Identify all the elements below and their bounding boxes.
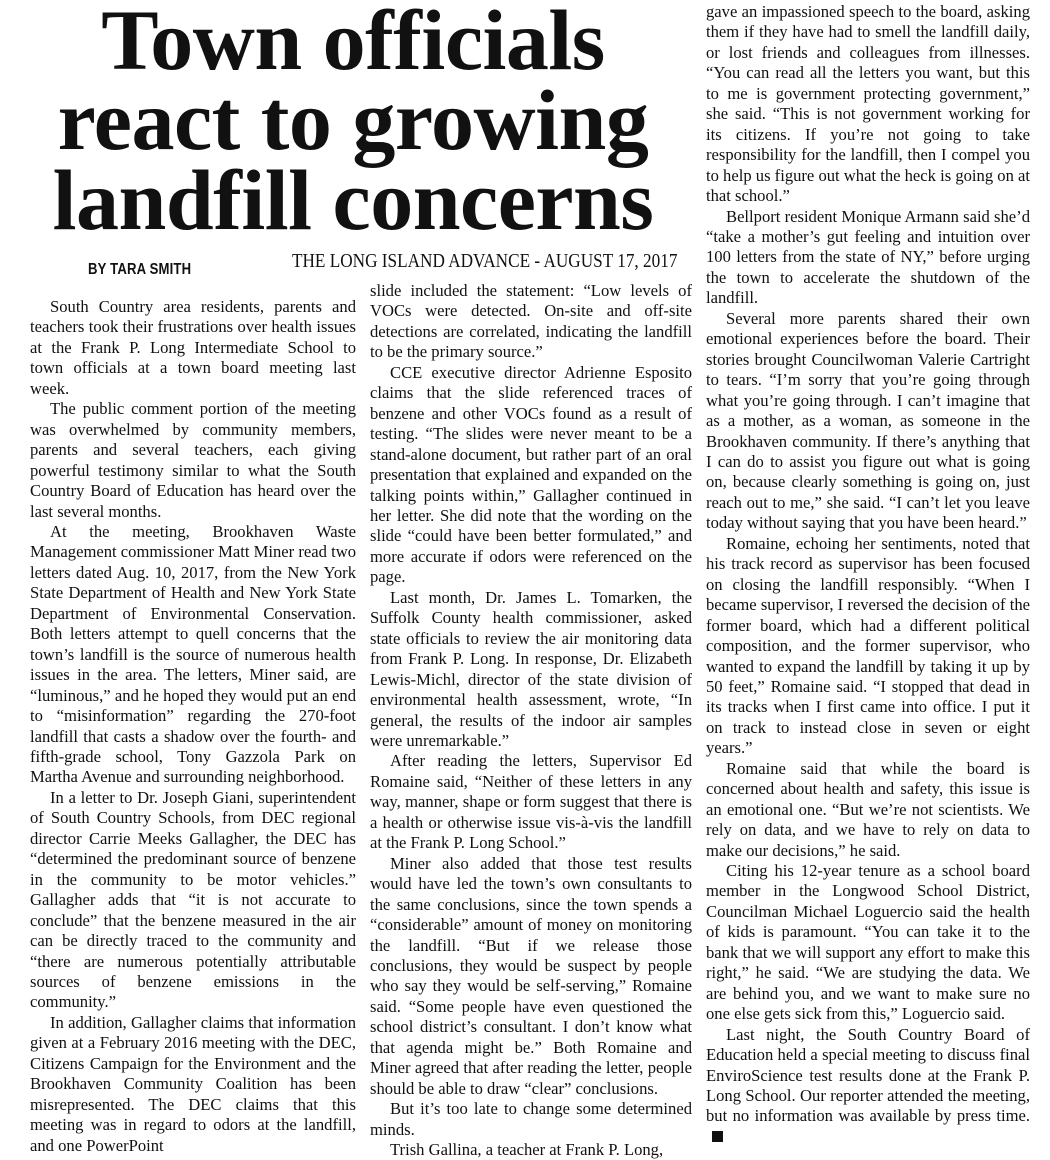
article-paragraph bbox=[706, 2, 1030, 207]
article-paragraph bbox=[706, 861, 1030, 1025]
paragraph-text: The public comment portion of the meeting was overwhelmed by community members, parents and several teachers, each giving powerful testimony similar to what the South Country Board of Education has heard over the last several months. bbox=[30, 399, 356, 521]
end-mark-icon bbox=[712, 1131, 723, 1142]
article-paragraph bbox=[370, 1099, 692, 1140]
article-paragraph bbox=[706, 309, 1030, 534]
article-paragraph bbox=[30, 788, 356, 1013]
paragraph-text: After reading the letters, Supervisor Ed Romaine said, “Neither of these letters in any way, manner, shape or form suggest that there is a health or otherwise issue vis-à-vis the landfill at the Frank P. Long School.” bbox=[370, 751, 692, 853]
paragraph-text: But it’s too late to change some determined minds. bbox=[370, 1099, 692, 1139]
paragraph-text: Several more parents shared their own emotional experiences before the board. Their stories brought Councilwoman Valerie Cartright to tears. “I’m sorry that you’re going through what you’re going through. I can’t imagine that as a mother, as a woman, as someone in the Brookhaven community. If there’s anything that I can do to assist you figure out what is going on, because clearly something is going on, just reach out to me,” she said. “I can’t let you leave today without saying that you have been heard.” bbox=[706, 308, 1030, 533]
article-paragraph bbox=[706, 759, 1030, 861]
paragraph-text: gave an impassioned speech to the board, asking them if they have had to smell the landfill daily, or lost friends and colleagues from illnesses. “You can read all the letters you want, but this to me is government protecting government,” she said. “This is not government working for its citizens. If you’re not going to take responsibility for the landfill, then I compel you to help us figure out what the heck is going on at that school.” bbox=[706, 2, 1030, 206]
paragraph-text: Romaine, echoing her sentiments, noted that his track record as supervisor has been focused on closing the landfill responsibly. “When I became supervisor, I reversed the decision of the former board, which had a different political composition, and the former supervisor, who wanted to expand the landfill by taking it up by 50 feet,” Romaine said. “I stopped that dead in its tracks when I first came into office. I put it on track to instead close in seven or eight years.” bbox=[706, 533, 1030, 758]
headline-line: react to growing bbox=[57, 72, 649, 168]
headline bbox=[22, 0, 684, 248]
paragraph-text: At the meeting, Brookhaven Waste Management commissioner Matt Miner read two letters dated Aug. 10, 2017, from the New York State Department of Health and New York State Department of Environmental Conservation. Both letters attempt to quell concerns that the town’s landfill is the source of numerous health issues in the area. The letters, Miner said, are “luminous,” and he hoped they would put an end to “misinformation” regarding the 270-foot landfill that casts a shadow over the fourth- and fifth-grade school, Tony Gazzola Park on Martha Avenue and surrounding neighborhood. bbox=[30, 521, 356, 787]
article-paragraph bbox=[706, 534, 1030, 759]
paragraph-text: Last month, Dr. James L. Tomarken, the Suffolk County health commissioner, asked state officials to review the air monitoring data from Frank P. Long. In response, Dr. Elizabeth Lewis-Michl, director of the state division of environmental health assessment, wrote, “In general, the results of the indoor air samples were unremarkable.” bbox=[370, 587, 692, 750]
article-paragraph bbox=[30, 1013, 356, 1156]
article-paragraph bbox=[370, 363, 692, 588]
paragraph-text: Romaine said that while the board is concerned about health and safety, this issue is an emotional one. “But we’re not scientists. We rely on data, and we have to rely on data to make our decisions,” he said. bbox=[706, 758, 1030, 860]
article-paragraph bbox=[706, 207, 1030, 309]
article-paragraph bbox=[370, 854, 692, 1099]
article-column-2 bbox=[370, 281, 692, 1160]
headline-line: landfill concerns bbox=[52, 152, 654, 248]
article-paragraph bbox=[370, 751, 692, 853]
article-paragraph bbox=[706, 1025, 1030, 1148]
article-paragraph bbox=[370, 281, 692, 363]
article-column-1 bbox=[30, 297, 356, 1156]
article-column-3 bbox=[706, 2, 1030, 1147]
paragraph-text: South Country area residents, parents and teachers took their frustrations over health issues at the Frank P. Long Intermediate School to town officials at a town board meeting last week. bbox=[30, 297, 356, 398]
paragraph-text: Trish Gallina, a teacher at Frank P. Long, bbox=[390, 1140, 664, 1160]
article-paragraph bbox=[30, 399, 356, 522]
paragraph-text: In addition, Gallagher claims that information given at a February 2016 meeting with the DEC, Citizens Campaign for the Environment and the Brookhaven Community Coalition has been misrepresented. The DEC claims that this meeting was in regard to odors at the landfill, and one PowerPoint bbox=[30, 1012, 356, 1155]
source-line: THE LONG ISLAND ADVANCE - AUGUST 17, 2017 bbox=[292, 250, 678, 272]
paragraph-text: slide included the statement: “Low levels of VOCs were detected. On-site and off-site detections are correlated, indicating the landfill to be the primary source.” bbox=[370, 281, 692, 362]
article-paragraph bbox=[30, 522, 356, 788]
byline: BY TARA SMITH bbox=[88, 261, 192, 278]
paragraph-text: CCE executive director Adrienne Esposito claims that the slide referenced traces of benzene and other VOCs found as a result of testing. “The slides were never meant to be a stand-alone document, but rather part of an oral presentation that explained and expanded on the talking points within,” Gallagher continued in her letter. She did note that the wording on the slide “could have been better formulated,” and more accurate if odors were referenced on the page. bbox=[370, 362, 692, 587]
paragraph-text: Miner also added that those test results would have led the town’s own consultants to the same conclusions, since the town spends a “considerable” amount of money on monitoring the landfill. “But if we release those conclusions, they would be suspect by people who say they would be self-serving,” Romaine said. “Some people have even questioned the school district’s consultant. I don’t know what that agenda might be.” Both Romaine and Miner agreed that after reading the letter, people should be able to draw “clear” conclusions. bbox=[370, 853, 692, 1098]
paragraph-text: Bellport resident Monique Armann said she’d “take a mother’s gut feeling and intuition over 100 letters from the state of NY,” before urging the town to accelerate the shutdown of the landfill. bbox=[706, 206, 1030, 308]
headline-line: Town officials bbox=[101, 0, 605, 88]
article-paragraph bbox=[370, 1140, 692, 1160]
paragraph-text: Last night, the South Country Board of Education held a special meeting to discuss final EnviroScience test results done at the Frank P. Long School. Our reporter attended the meeting, but no information was available by press time. bbox=[706, 1024, 1030, 1126]
article-paragraph bbox=[370, 588, 692, 752]
paragraph-text: Citing his 12-year tenure as a school board member in the Longwood School District, Councilman Michael Loguercio said the health of kids is paramount. “You can take it to the bank that we will support any effort to make this right,” he said. “We are studying the data. We are behind you, and we want to make sure no one else gets sick from this,” Loguercio said. bbox=[706, 861, 1030, 1024]
paragraph-text: In a letter to Dr. Joseph Giani, superintendent of South Country Schools, from DEC regional director Carrie Meeks Gallagher, the DEC has “determined the predominant source of benzene in the community to be motor vehicles.” Gallagher adds that “it is not accurate to conclude” that the benzene measured in the air can be directly traced to the community and “there are numerous potentially attributable sources of benzene emissions in the community.” bbox=[30, 787, 356, 1012]
article-paragraph bbox=[30, 297, 356, 399]
